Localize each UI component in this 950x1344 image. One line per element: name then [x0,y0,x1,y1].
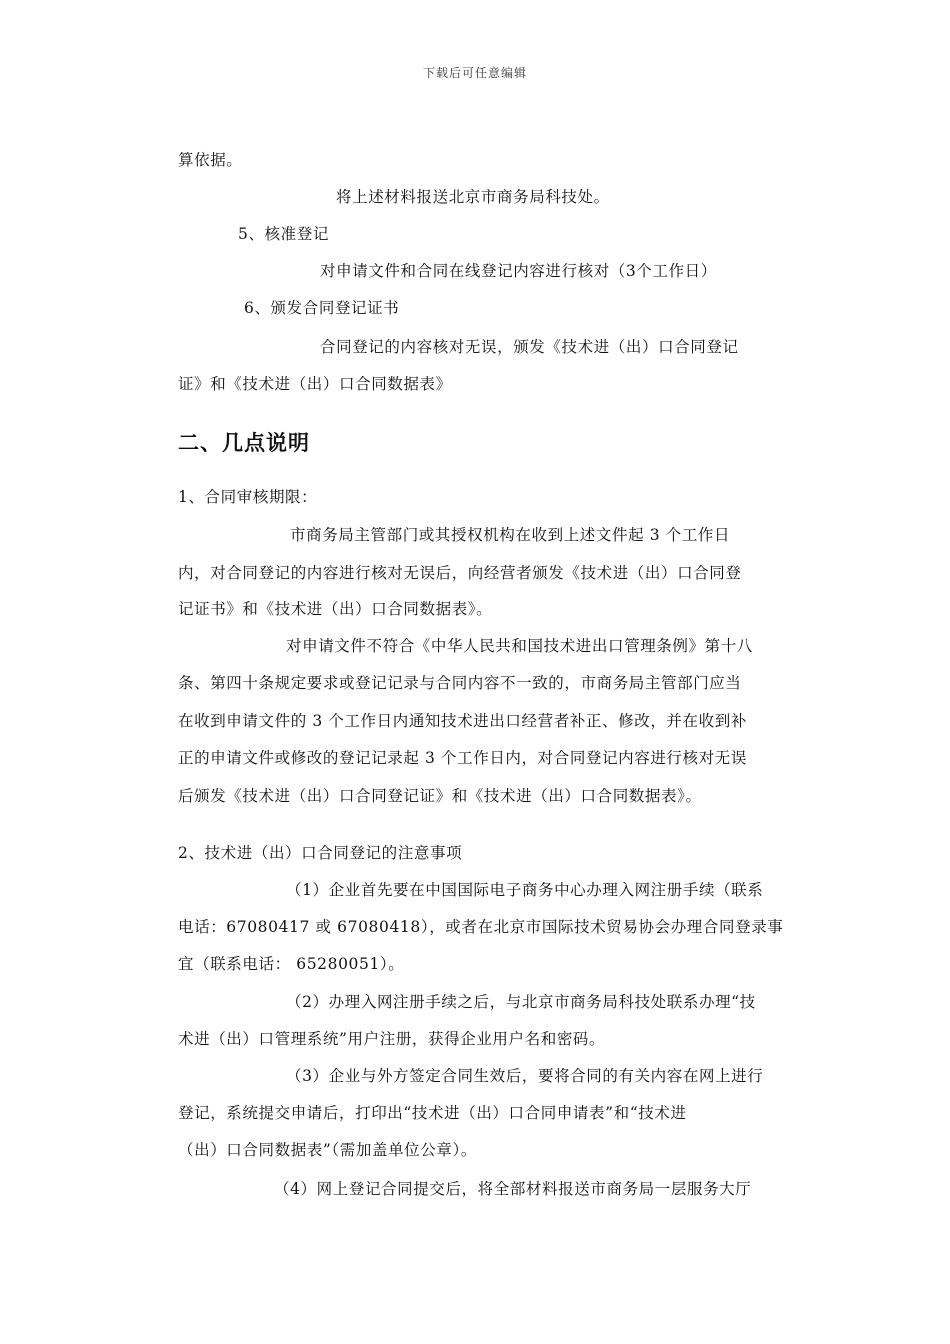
text-line: 算依据。 [178,151,243,169]
paragraph-line: （出）口合同数据表”（需加盖单位公章）。 [178,1141,477,1159]
paragraph-line: 对申请文件不符合《中华人民共和国技术进出口管理条例》第十八 [286,637,753,655]
paragraph-line: （2）办理入网注册手续之后，与北京市商务局科技处联系办理“技 [286,993,756,1011]
paragraph-line: 内，对合同登记的内容进行核对无误后，向经营者颁发《技术进（出）口合同登 [178,564,742,582]
paragraph-line: （4）网上登记合同提交后，将全部材料报送市商务局一层服务大厅 [274,1180,752,1198]
step-heading-5: 5、核准登记 [238,225,329,243]
paragraph-line: 电话：67080417 或 67080418），或者在北京市国际技术贸易协会办理合同登录事 [178,918,784,936]
paragraph-line: 记证书》和《技术进（出）口合同数据表》。 [178,600,493,618]
paragraph-line: 正的申请文件或修改的登记记录起 3 个工作日内，对合同登记内容进行核对无误 [178,749,747,767]
item-title-2: 2、技术进（出）口合同登记的注意事项 [178,844,463,862]
section-heading: 二、几点说明 [178,431,310,455]
paragraph-line: （3）企业与外方签定合同生效后，要将合同的有关内容在网上进行 [286,1067,764,1085]
text-line: 证》和《技术进（出）口合同数据表》 [178,375,452,393]
item-title-1: 1、合同审核期限： [178,488,318,506]
paragraph-line: 市商务局主管部门或其授权机构在收到上述文件起 3 个工作日 [290,526,731,544]
paragraph-line: 后颁发《技术进（出）口合同登记证》和《技术进（出）口合同数据表》。 [178,787,702,805]
paragraph-line: 登记，系统提交申请后，打印出“技术进（出）口合同申请表”和“技术进 [178,1104,687,1122]
paragraph-line: 术进（出）口管理系统”用户注册，获得企业用户名和密码。 [178,1030,606,1048]
text-line: 对申请文件和合同在线登记内容进行核对（3个工作日） [320,262,717,280]
text-line: 合同登记的内容核对无误，颁发《技术进（出）口合同登记 [320,338,739,356]
paragraph-line: 条、第四十条规定要求或登记记录与合同内容不一致的，市商务局主管部门应当 [178,674,742,692]
paragraph-line: 宜（联系电话： 65280051）。 [178,955,405,973]
step-heading-6: 6、颁发合同登记证书 [244,299,400,317]
paragraph-line: 在收到申请文件的 3 个工作日内通知技术进出口经营者补正、修改，并在收到补 [178,712,747,730]
text-line: 将上述材料报送北京市商务局科技处。 [336,188,610,206]
header-note: 下载后可任意编辑 [422,66,527,80]
paragraph-line: （1）企业首先要在中国国际电子商务中心办理入网注册手续（联系 [286,881,764,899]
